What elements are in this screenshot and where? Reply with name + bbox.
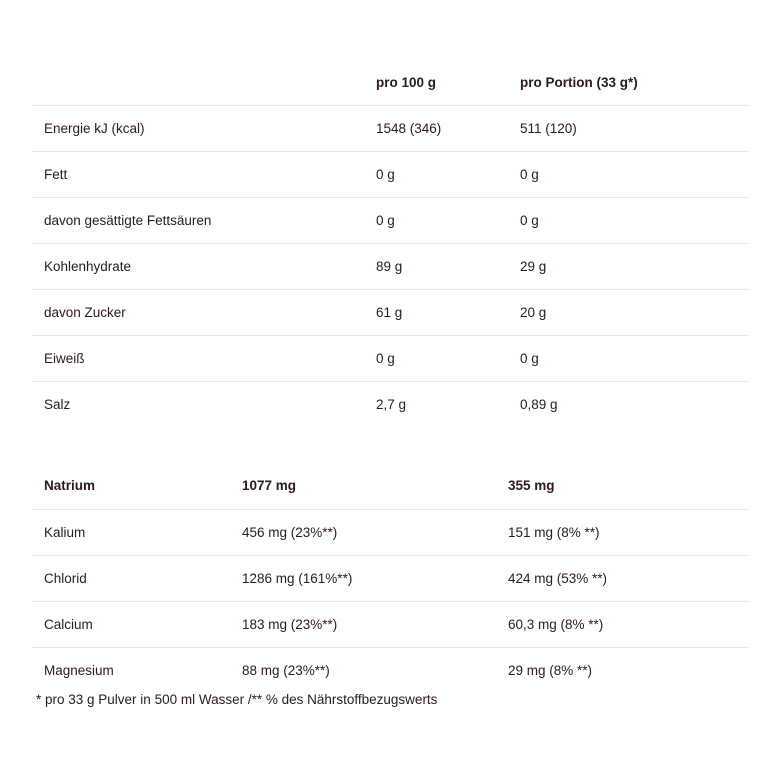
nutrient-name: Fett	[32, 151, 364, 197]
value-per-100g: 89 g	[364, 243, 508, 289]
table-row	[32, 151, 749, 197]
table-row	[32, 335, 749, 381]
value-per-portion: 0 g	[508, 335, 749, 381]
minerals-table	[32, 463, 749, 693]
table-row	[32, 289, 749, 335]
value-per-100g: 1548 (346)	[364, 105, 508, 151]
nutrition-table	[32, 60, 749, 427]
nutrient-name: Salz	[32, 381, 364, 427]
table-row	[32, 243, 749, 289]
table-row	[32, 381, 749, 427]
value-per-portion: 29 g	[508, 243, 749, 289]
mineral-name: Natrium	[44, 478, 96, 494]
header-cell-nutrient	[32, 60, 364, 105]
mineral-name: Magnesium	[32, 647, 230, 693]
value-per-100g: 0 g	[364, 335, 508, 381]
value-per-100g: 0 g	[364, 197, 508, 243]
nutrient-name: davon gesättigte Fettsäuren	[32, 197, 364, 243]
value-per-100g: 0 g	[364, 151, 508, 197]
footnote: * pro 33 g Pulver in 500 ml Wasser /** % des Nährstoffbezugswerts	[36, 692, 438, 707]
mineral-name: Calcium	[32, 601, 230, 647]
table-row	[32, 509, 749, 555]
table-row	[32, 463, 749, 509]
header-cell-per-portion: pro Portion (33 g*)	[520, 74, 638, 90]
value-per-100g: 88 mg (23%**)	[230, 647, 496, 693]
value-per-portion: 511 (120)	[508, 105, 749, 151]
value-per-100g: 61 g	[364, 289, 508, 335]
value-per-100g: 456 mg (23%**)	[230, 509, 496, 555]
table-row	[32, 197, 749, 243]
value-per-portion: 151 mg (8% **)	[496, 509, 749, 555]
mineral-name: Chlorid	[32, 555, 230, 601]
nutrient-name: Eiweiß	[32, 335, 364, 381]
nutrient-name: davon Zucker	[32, 289, 364, 335]
table-row	[32, 601, 749, 647]
value-per-portion: 20 g	[508, 289, 749, 335]
value-per-100g: 183 mg (23%**)	[230, 601, 496, 647]
value-per-100g: 1286 mg (161%**)	[230, 555, 496, 601]
table-header-row	[32, 60, 749, 105]
nutrient-name: Kohlenhydrate	[32, 243, 364, 289]
value-per-portion: 0 g	[508, 197, 749, 243]
table-row	[32, 555, 749, 601]
nutrient-name: Energie kJ (kcal)	[32, 105, 364, 151]
value-per-portion: 0 g	[508, 151, 749, 197]
header-cell-per-100g: pro 100 g	[376, 74, 437, 90]
value-per-100g: 2,7 g	[364, 381, 508, 427]
value-per-100g: 1077 mg	[242, 478, 297, 494]
value-per-portion: 355 mg	[508, 478, 555, 494]
mineral-name: Kalium	[32, 509, 230, 555]
table-row	[32, 105, 749, 151]
value-per-portion: 424 mg (53% **)	[496, 555, 749, 601]
value-per-portion: 29 mg (8% **)	[496, 647, 749, 693]
value-per-portion: 60,3 mg (8% **)	[496, 601, 749, 647]
table-row	[32, 647, 749, 693]
value-per-portion: 0,89 g	[508, 381, 749, 427]
